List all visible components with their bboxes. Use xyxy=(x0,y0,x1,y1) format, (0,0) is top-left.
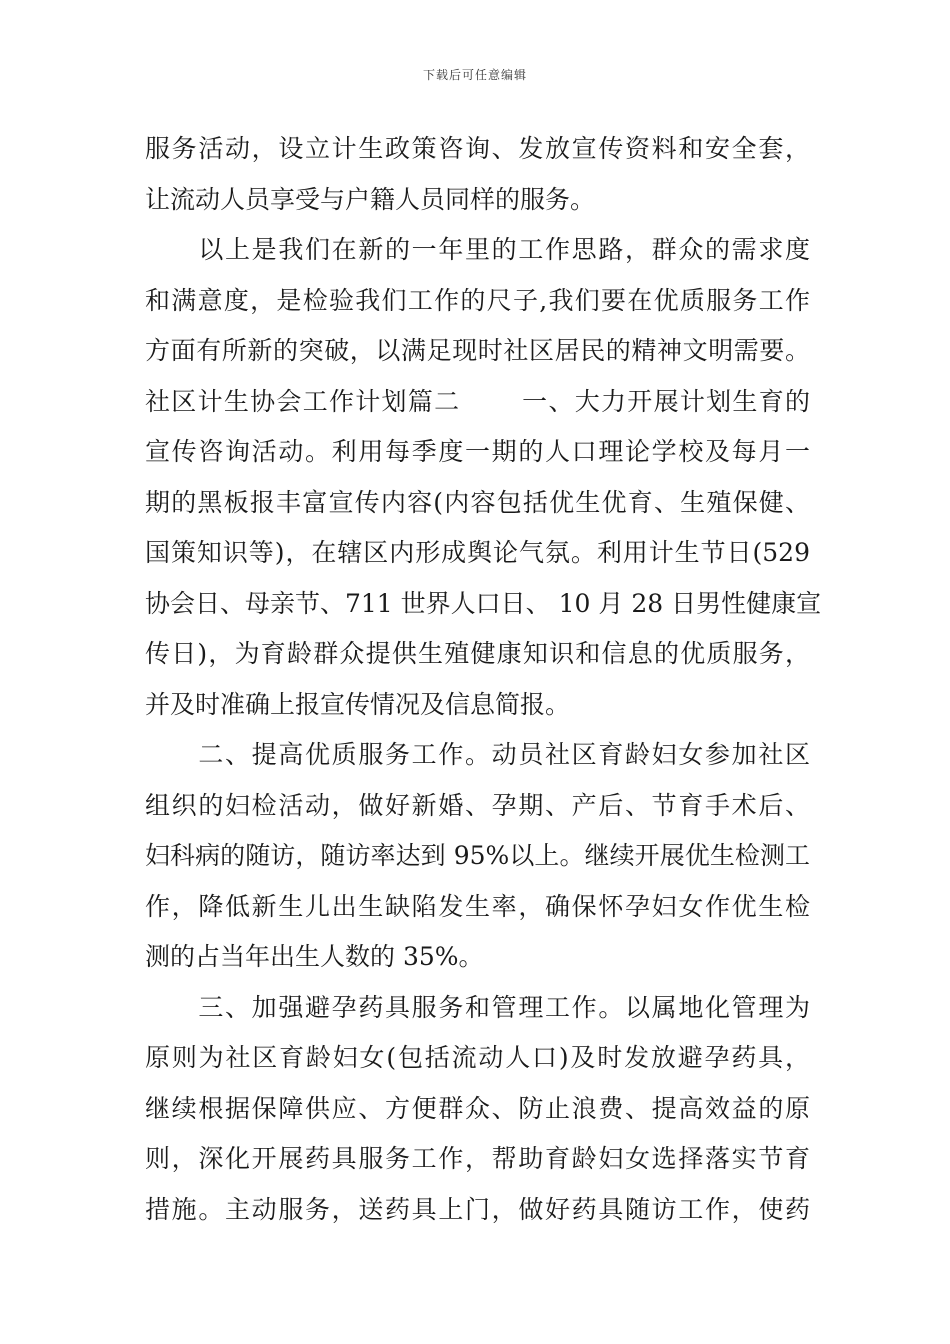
text-line: 妇科病的随访，随访率达到 95%以上。继续开展优生检测工 xyxy=(145,841,810,870)
text-line: 和满意度，是检验我们工作的尺子,我们要在优质服务工作 xyxy=(145,285,810,315)
text-line: 则，深化开展药具服务工作，帮助育龄妇女选择落实节育 xyxy=(145,1144,810,1173)
text-line: 措施。主动服务，送药具上门，做好药具随访工作，使药 xyxy=(145,1194,810,1224)
text-line: 测的占当年出生人数的 35%。 xyxy=(145,942,484,971)
document-body xyxy=(145,124,822,1235)
text-line: 三、加强避孕药具服务和管理工作。以属地化管理为 xyxy=(145,992,810,1022)
text-line: 宣传咨询活动。利用每季度一期的人口理论学校及每月一 xyxy=(145,437,810,466)
text-line: 二、提高优质服务工作。动员社区育龄妇女参加社区 xyxy=(145,740,810,769)
text-line: 期的黑板报丰富宣传内容(内容包括优生优育、生殖保健、 xyxy=(145,487,810,517)
text-line: 方面有所新的突破，以满足现时社区居民的精神文明需要。 xyxy=(145,336,810,365)
text-line: 国策知识等)，在辖区内形成舆论气氛。利用计生节日(529 xyxy=(145,538,810,567)
text-line: 继续根据保障供应、方便群众、防止浪费、提高效益的原 xyxy=(145,1093,810,1123)
text-line: 组织的妇检活动，做好新婚、孕期、产后、节育手术后、 xyxy=(145,790,810,820)
text-line: 原则为社区育龄妇女(包括流动人口)及时发放避孕药具， xyxy=(145,1043,810,1072)
text-line: 协会日、母亲节、711 世界人口日、 10 月 28 日男性健康宣 xyxy=(145,588,822,618)
text-line: 并及时准确上报宣传情况及信息简报。 xyxy=(145,689,571,719)
page-header: 下载后可任意编辑 xyxy=(422,68,527,82)
text-line: 社区计生协会工作计划篇二 一、大力开展计划生育的 xyxy=(145,386,810,416)
text-line: 传日)，为育龄群众提供生殖健康知识和信息的优质服务， xyxy=(145,639,810,668)
text-line: 服务活动，设立计生政策咨询、发放宣传资料和安全套， xyxy=(145,134,810,163)
text-line: 作，降低新生儿出生缺陷发生率，确保怀孕妇女作优生检 xyxy=(145,891,810,921)
text-line: 以上是我们在新的一年里的工作思路，群众的需求度 xyxy=(145,235,810,264)
text-line: 让流动人员享受与户籍人员同样的服务。 xyxy=(145,184,596,214)
